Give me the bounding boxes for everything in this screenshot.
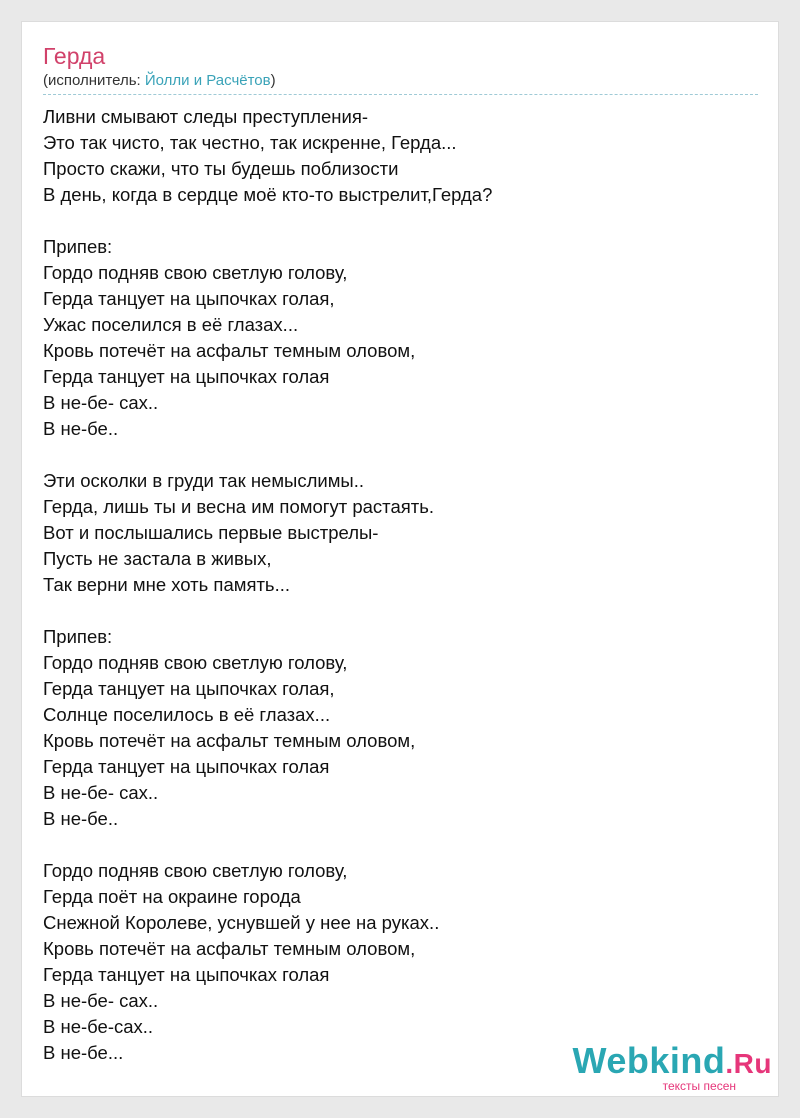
lyric-line: Эти осколки в груди так немыслимы..	[43, 470, 365, 491]
lyric-line: В не-бе- сах..	[43, 990, 159, 1011]
lyric-line: В не-бе..	[43, 418, 119, 439]
header-divider	[43, 94, 758, 95]
lyric-line: Герда поёт на окраине города	[43, 886, 301, 907]
lyric-line: Вот и послышались первые выстрелы-	[43, 522, 379, 543]
lyric-line: В не-бе- сах..	[43, 782, 159, 803]
lyrics-text	[43, 104, 758, 1066]
lyric-line: Герда, лишь ты и весна им помогут растаять.	[43, 496, 435, 517]
lyric-line: Гордо подняв свою светлую голову,	[43, 262, 348, 283]
lyric-line: Это так чисто, так честно, так искренне, Герда...	[43, 132, 457, 153]
stanza-break	[43, 208, 758, 234]
lyric-line: Припев:	[43, 236, 113, 257]
site-logo	[572, 1040, 772, 1082]
stanza-break	[43, 442, 758, 468]
lyric-line: В не-бе- сах..	[43, 392, 159, 413]
logo-tld: .Ru	[725, 1048, 772, 1079]
lyric-line: Гордо подняв свою светлую голову,	[43, 652, 348, 673]
logo-tagline: тексты песен	[662, 1079, 736, 1093]
lyric-line: Гордо подняв свою светлую голову,	[43, 860, 348, 881]
lyric-line: В не-бе..	[43, 808, 119, 829]
lyric-line: Герда танцует на цыпочках голая	[43, 964, 330, 985]
lyric-line: Так верни мне хоть память...	[43, 574, 290, 595]
lyric-line: Герда танцует на цыпочках голая,	[43, 678, 335, 699]
lyric-line: В не-бе...	[43, 1042, 124, 1063]
lyrics-page	[22, 22, 778, 1096]
lyric-line: Герда танцует на цыпочках голая	[43, 756, 330, 777]
artist-line	[43, 72, 276, 90]
stanza-break	[43, 832, 758, 858]
lyric-line: В день, когда в сердце моё кто-то выстрелит,Герда?	[43, 184, 493, 205]
lyric-line: Кровь потечёт на асфальт темным оловом,	[43, 730, 416, 751]
song-title: Герда	[43, 43, 106, 69]
lyric-line: Просто скажи, что ты будешь поблизости	[43, 158, 399, 179]
lyric-line: Кровь потечёт на асфальт темным оловом,	[43, 340, 416, 361]
lyric-line: Снежной Королеве, уснувшей у нее на руках..	[43, 912, 440, 933]
lyric-line: Солнце поселилось в её глазах...	[43, 704, 331, 725]
lyric-line: Ливни смывают следы преступления-	[43, 106, 369, 127]
lyric-line: Кровь потечёт на асфальт темным оловом,	[43, 938, 416, 959]
artist-link[interactable]: Йолли и Расчётов	[144, 72, 271, 89]
artist-prefix: (исполнитель:	[43, 72, 145, 89]
lyric-line: Герда танцует на цыпочках голая	[43, 366, 330, 387]
stanza-break	[43, 598, 758, 624]
site-watermark	[572, 1040, 772, 1093]
lyric-line: Пусть не застала в живых,	[43, 548, 272, 569]
artist-suffix: )	[270, 72, 276, 89]
logo-brand: Webkind	[572, 1040, 726, 1081]
lyric-line: Ужас поселился в её глазах...	[43, 314, 299, 335]
lyric-line: В не-бе-сах..	[43, 1016, 154, 1037]
lyric-line: Припев:	[43, 626, 113, 647]
lyric-line: Герда танцует на цыпочках голая,	[43, 288, 335, 309]
